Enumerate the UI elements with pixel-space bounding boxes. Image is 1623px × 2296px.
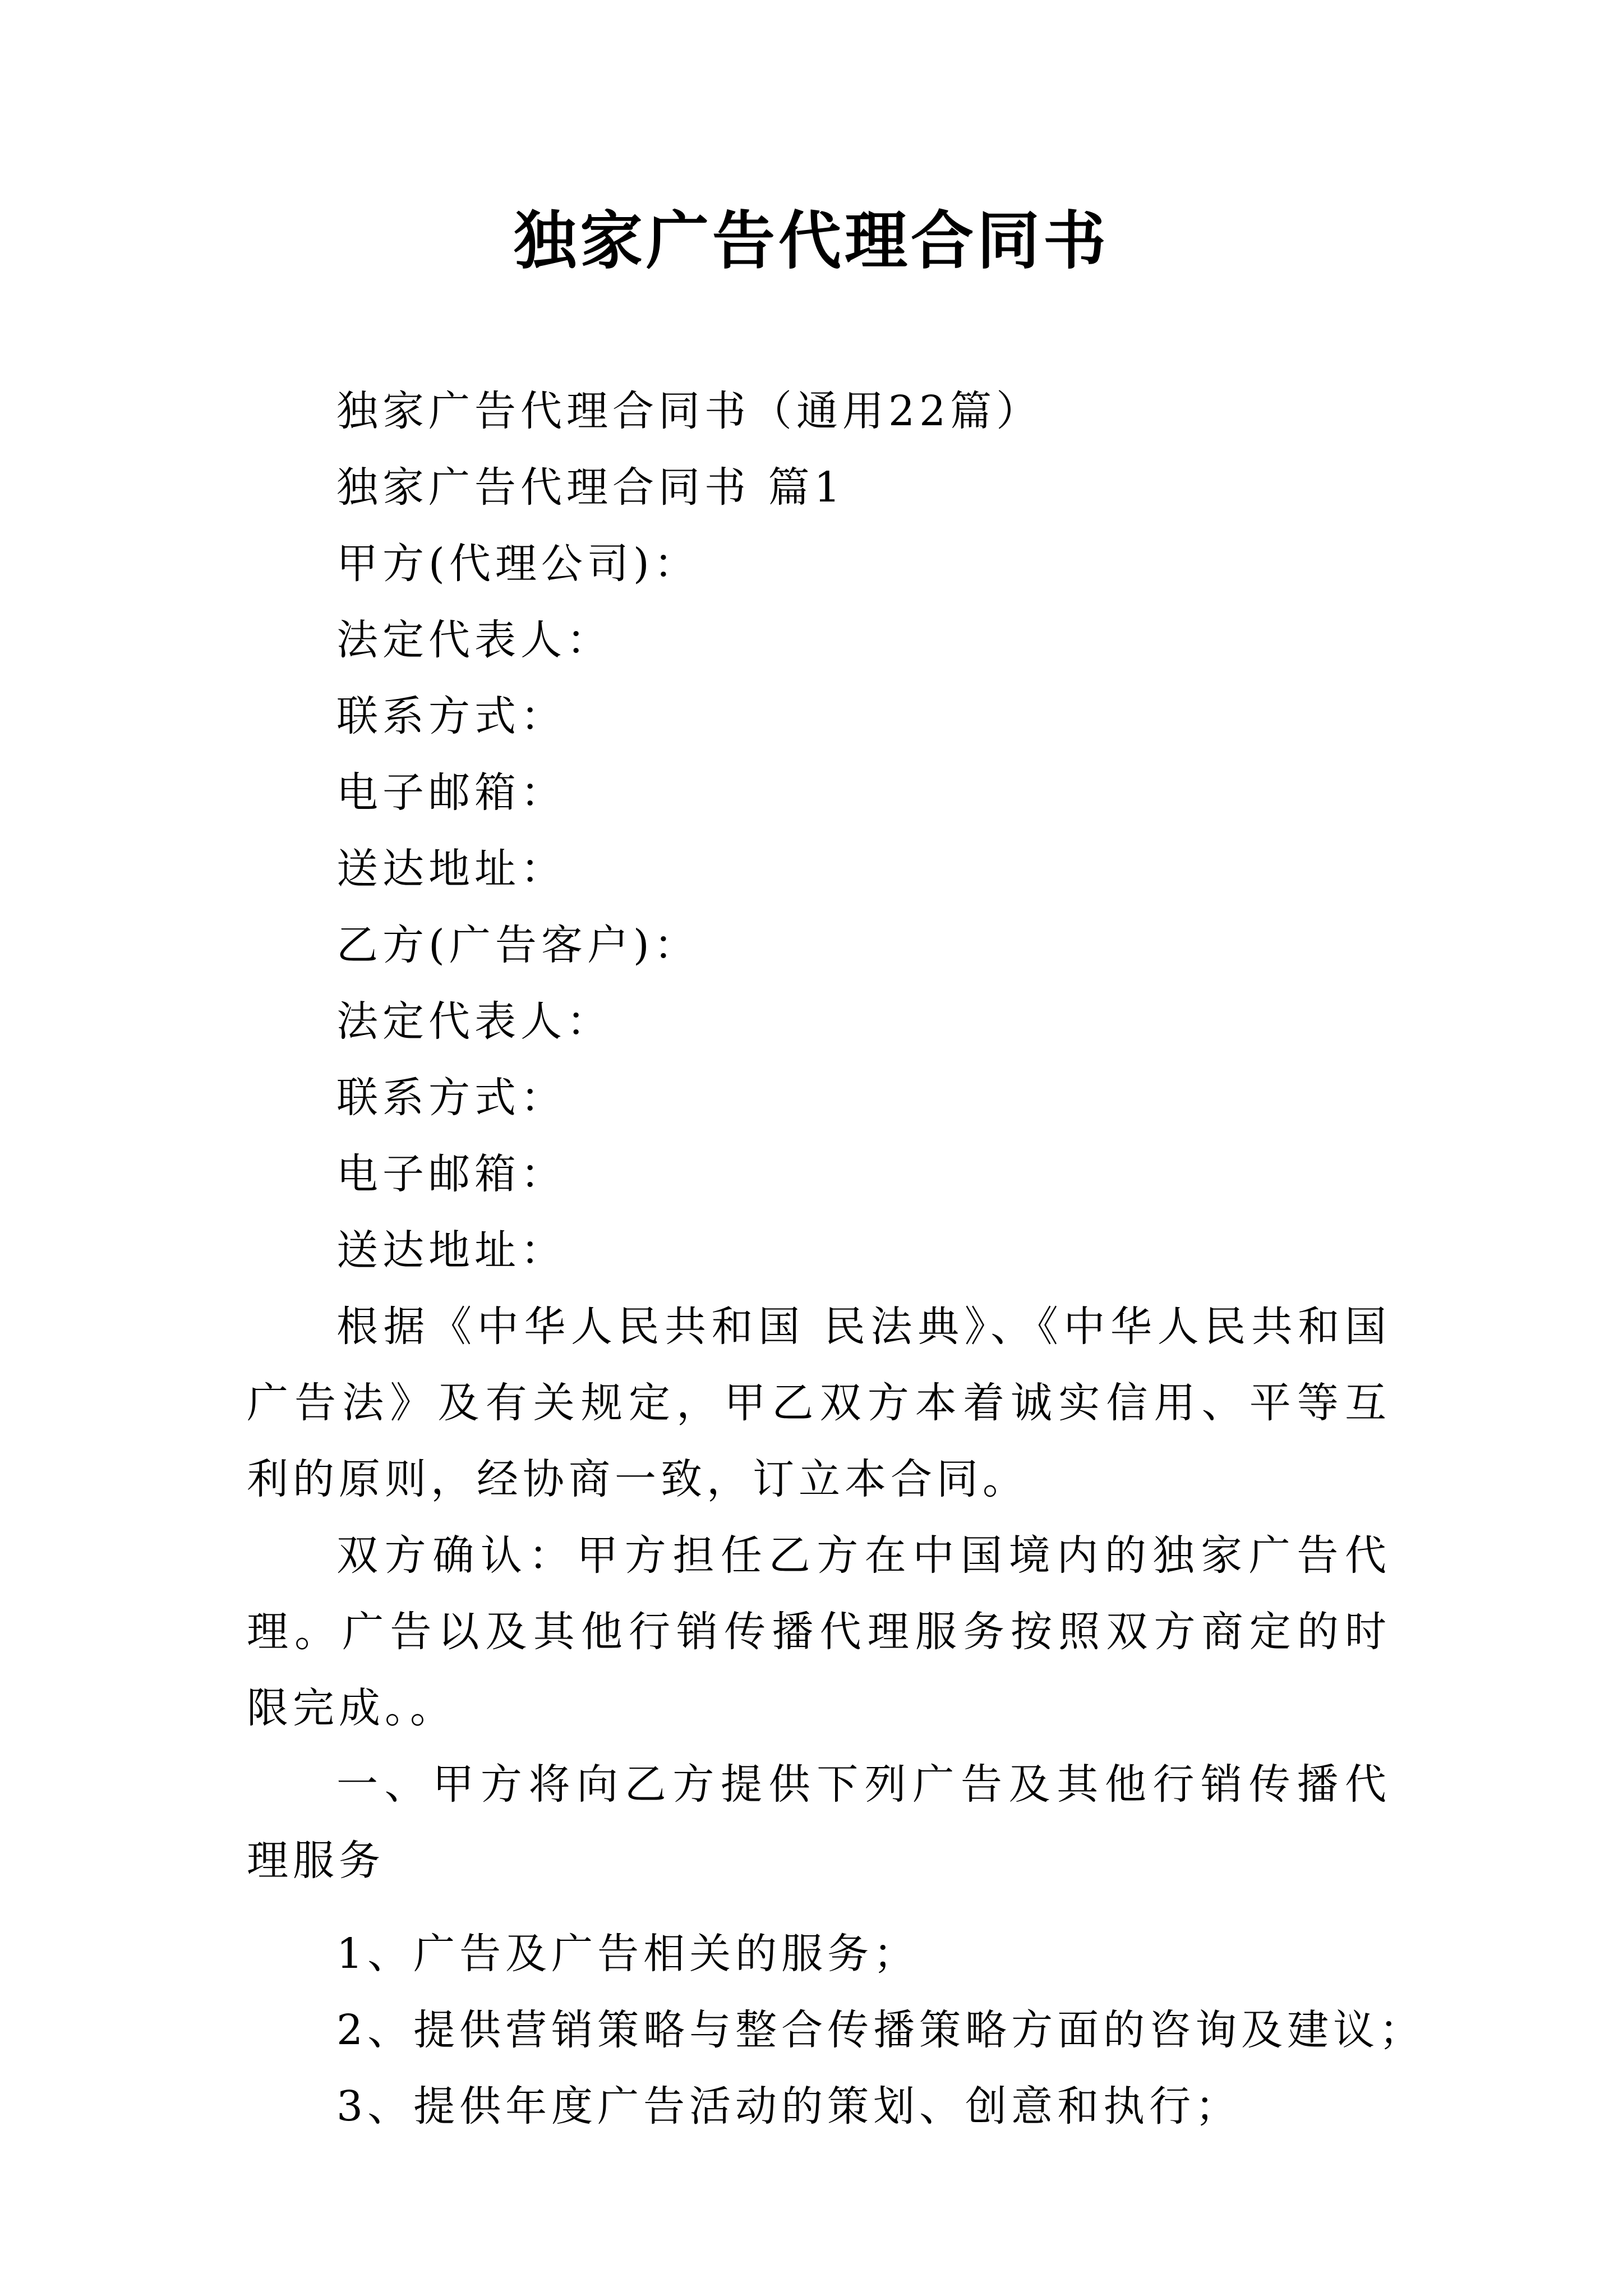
party-b-email: 电子邮箱： — [336, 1150, 566, 1198]
document-body — [247, 373, 1426, 2145]
confirmation-paragraph: 双方确认：甲方担任乙方在中国境内的独家广告代理。广告以及其他行销传播代理服务按照双方商定的时限完成。。 — [247, 1531, 1391, 1732]
preamble-paragraph: 根据《中华人民共和国 民法典》、《中华人民共和国广告法》及有关规定，甲乙双方本着诚实信用、平等互利的原则，经协商一致，订立本合同。 — [247, 1303, 1391, 1503]
party-b-address: 送达地址： — [336, 1226, 566, 1274]
party-a-contact: 联系方式： — [336, 692, 566, 740]
clause-one-heading: 一、甲方将向乙方提供下列广告及其他行销传播代理服务 — [247, 1760, 1391, 1885]
party-a-email: 电子邮箱： — [336, 769, 566, 817]
party-b-contact: 联系方式： — [336, 1074, 566, 1122]
party-a-legal-rep: 法定代表人： — [336, 616, 612, 664]
party-a-address: 送达地址： — [336, 845, 566, 893]
party-a-label: 甲方(代理公司)： — [336, 540, 700, 588]
party-b-legal-rep: 法定代表人： — [336, 997, 612, 1046]
service-item: 1、广告及广告相关的服务； — [336, 1930, 920, 1978]
service-item: 2、提供营销策略与整合传播策略方面的咨询及建议； — [336, 2006, 1426, 2054]
subtitle-line: 独家广告代理合同书（通用22篇） — [336, 387, 1043, 435]
section-heading: 独家广告代理合同书 篇1 — [336, 463, 845, 512]
document-title: 独家广告代理合同书 — [514, 204, 1109, 278]
party-b-label: 乙方(广告客户)： — [336, 921, 700, 969]
service-item: 3、提供年度广告活动的策划、创意和执行； — [336, 2082, 1242, 2131]
